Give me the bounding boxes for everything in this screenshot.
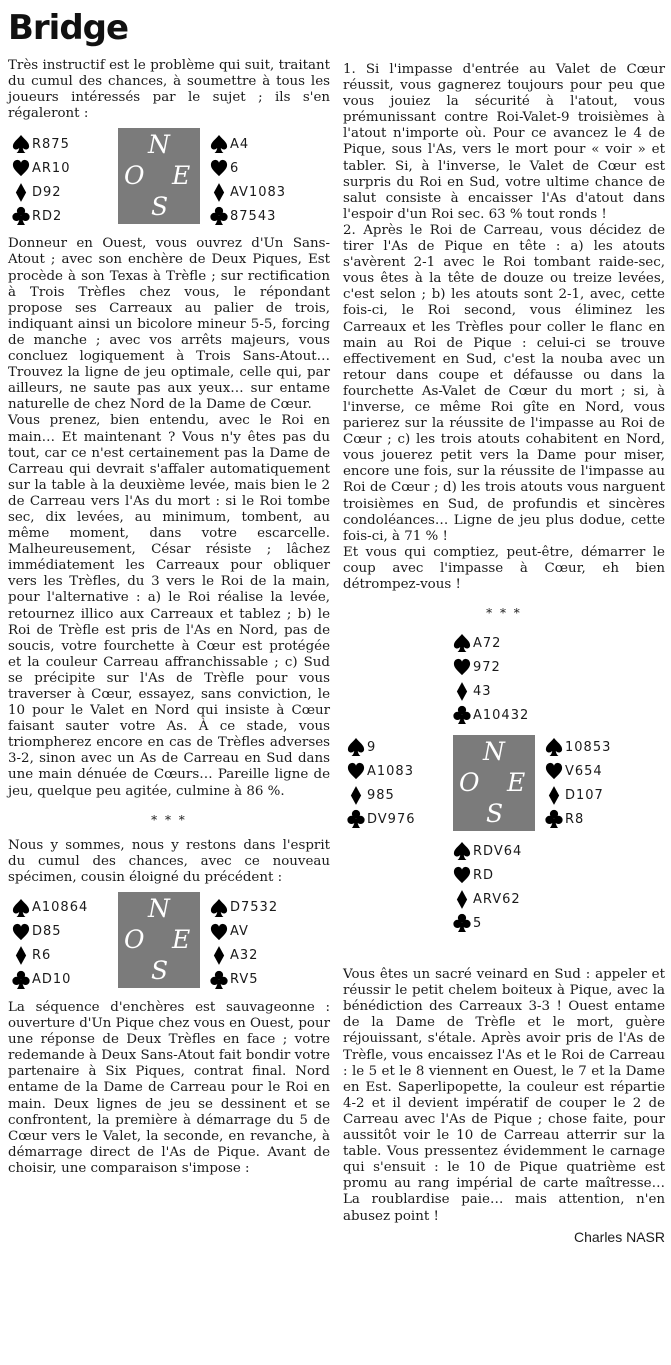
heart-icon <box>345 762 367 780</box>
right-column <box>343 62 665 1245</box>
hand-west <box>10 132 114 228</box>
spades-holding: 9 <box>367 739 377 755</box>
diamond-icon <box>10 182 32 203</box>
compass-box <box>453 735 535 831</box>
diamond-icon <box>543 785 565 806</box>
spade-icon <box>10 898 32 918</box>
deal-diagram-2 <box>8 892 330 992</box>
compass-box <box>118 128 200 224</box>
paragraph: Et vous qui comptiez, peut-être, démarrer le coup avec l'impasse à Cœur, eh bien détrompez-vous ! <box>343 544 665 592</box>
compass-east: E <box>172 924 191 954</box>
paragraph: Donneur en Ouest, vous ouvrez d'Un Sans-Atout ; avec son enchère de Deux Piques, Est procède à son Texas à Trèfle ; sur rectification à Trois Trèfles chez vous, le répondant propose ses Carreaux au palier de trois, indiquant ainsi un bicolore mineur 5-5, forcing de manche ; avec vos arrêts majeurs, vous concluez logiquement à Trois Sans-Atout… Trouvez la ligne de jeu optimale, celle qui, par ailleurs, ne saute pas aux yeux… sur entame naturelle de chez Nord de la Dame de Cœur. <box>8 236 330 413</box>
author-signature: Charles NASR <box>573 1228 665 1245</box>
spades-holding: 10853 <box>565 739 612 755</box>
paragraph: Très instructif est le problème qui suit, traitant du cumul des chances, à soumettre à tous les joueurs intéressés par le sujet ; ils s'en régaleront : <box>8 58 330 122</box>
compass-south: S <box>151 955 169 985</box>
hand-west <box>10 896 114 992</box>
hand-south <box>451 839 561 935</box>
club-icon <box>345 809 367 829</box>
spade-icon <box>208 134 230 154</box>
spade-icon <box>543 737 565 757</box>
hand-east <box>543 735 653 831</box>
diamond-icon <box>451 889 473 910</box>
diamond-icon <box>345 785 367 806</box>
heart-icon <box>208 159 230 177</box>
section-separator: * * * <box>486 606 522 621</box>
spades-holding: A72 <box>473 635 502 651</box>
spades-holding: A10864 <box>32 900 89 916</box>
paragraph: Vous êtes un sacré veinard en Sud : appeler et réussir le petit chelem boiteux à Pique, avec la bénédiction des Carreaux 3-3 ! Ouest entame de la Dame de Trèfle et le mort, guère réjouissant, s'étale. Après avoir pris de l'As de Trèfle, vous encaissez l'As et le Roi de Carreau : le 5 et le 8 viennent en Ouest, le 7 et la Dame en Est. Saperlipopette, la couleur est répartie 4-2 et il devient impératif de couper le 2 de Carreau avec l'As de Pique ; chose faite, pour aussitôt voir le 10 de Carreau atterrir sur la table. Vous pressentez évidemment le carnage qui s'ensuit : le 10 de Pique quatrième est promu au rang impérial de carte maîtresse… La roublardise paie… mais attention, n'en abusez point ! <box>343 967 665 1224</box>
compass-north: N <box>148 130 170 160</box>
diamonds-holding: ARV62 <box>473 891 521 907</box>
diamond-icon <box>208 945 230 966</box>
hearts-holding: AR10 <box>32 160 71 176</box>
diamond-icon <box>451 681 473 702</box>
spade-icon <box>451 841 473 861</box>
clubs-holding: DV976 <box>367 811 416 827</box>
spade-icon <box>451 633 473 653</box>
paragraph: La séquence d'enchères est sauvageonne : ouverture d'Un Pique chez vous en Ouest, pour une réponse de Deux Trèfles en face ; votre redemande à Deux Sans-Atout fait bondir votre partenaire à Six Piques, contrat final. Nord entame de la Dame de Carreau pour le Roi en main. Deux lignes de jeu se dessinent et se confrontent, la première à démarrage du 5 de Cœur vers le Valet, la seconde, en revanche, à démarrage direct de l'As de Pique. Avant de choisir, une comparaison s'impose : <box>8 999 330 1176</box>
hearts-holding: 6 <box>230 160 240 176</box>
heart-icon <box>451 866 473 884</box>
club-icon <box>543 809 565 829</box>
hearts-holding: A1083 <box>367 763 414 779</box>
clubs-holding: 5 <box>473 915 483 931</box>
heart-icon <box>208 923 230 941</box>
left-column <box>8 58 330 1177</box>
section-separator: * * * <box>151 812 187 827</box>
club-icon <box>10 970 32 990</box>
compass-west: O <box>124 924 145 954</box>
clubs-holding: 87543 <box>230 208 277 224</box>
paragraph: 1. Si l'impasse d'entrée au Valet de Cœur réussit, vous gagnerez toujours pour peu que vous jouiez la sécurité à l'atout, vous prémunissant contre Roi-Valet-9 troisièmes à l'atout n'importe où. Pour ce avancez le 4 de Pique, sous l'As, vers le mort pour « voir » et tabler. Si, à l'inverse, le Valet de Cœur est surpris du Roi en Sud, votre ultime chance de salut consiste à encaisser l'As d'atout dans l'espoir d'un Roi sec. 63 % tout ronds ! <box>343 62 665 222</box>
spade-icon <box>10 134 32 154</box>
diamonds-holding: R6 <box>32 948 52 964</box>
hearts-holding: RD <box>473 867 495 883</box>
hand-east <box>208 132 312 228</box>
deal-diagram-1 <box>8 128 330 228</box>
spades-holding: A4 <box>230 136 250 152</box>
heart-icon <box>10 923 32 941</box>
clubs-holding: R8 <box>565 811 585 827</box>
deal-diagram-3 <box>343 631 665 933</box>
diamonds-holding: D107 <box>565 787 604 803</box>
diamonds-holding: 985 <box>367 787 395 803</box>
compass-south: S <box>151 192 169 222</box>
hearts-holding: D85 <box>32 924 62 940</box>
hearts-holding: 972 <box>473 659 501 675</box>
club-icon <box>451 705 473 725</box>
spades-holding: R875 <box>32 136 70 152</box>
hand-north <box>451 631 561 727</box>
diamonds-holding: A32 <box>230 948 259 964</box>
paragraph: 2. Après le Roi de Carreau, vous décidez de tirer l'As de Pique en tête : a) les atouts s'avèrent 2-1 avec le Roi tombant raide-sec, vous êtes à la tête de douze ou treize levées, c'est selon ; b) les atouts sont 2-1, avec, cette fois-ci, le Roi second, vous éliminez les Carreaux et les Trèfles pour coller le flanc en main au Roi de Pique : celui-ci se trouve effectivement en Sud, c'est la nouba avec un retour dans coupe et défausse ou dans la fourchette As-Valet de Cœur du mort ; si, à l'inverse, ce même Roi gîte en Nord, vous parierez sur la réussite de l'impasse au Roi de Cœur ; c) les trois atouts cohabitent en Nord, vous jouerez petit vers la Dame pour miser, encore une fois, sur la réussite de l'impasse au Roi de Cœur ; d) les trois atouts vous narguent troisièmes en Sud, de profundis et sincères condoléances… Ligne de jeu plus dodue, cette fois-ci, à 71 % ! <box>343 222 665 544</box>
hearts-holding: V654 <box>565 763 603 779</box>
spades-holding: D7532 <box>230 900 279 916</box>
spade-icon <box>345 737 367 757</box>
compass-east: E <box>172 161 191 191</box>
compass-west: O <box>124 161 145 191</box>
diamonds-holding: AV1083 <box>230 184 287 200</box>
diamonds-holding: D92 <box>32 184 62 200</box>
hand-west <box>345 735 455 831</box>
compass-west: O <box>459 768 480 798</box>
club-icon <box>208 970 230 990</box>
diamonds-holding: 43 <box>473 683 492 699</box>
heart-icon <box>451 658 473 676</box>
compass-south: S <box>486 799 504 829</box>
clubs-holding: AD10 <box>32 972 72 988</box>
club-icon <box>451 913 473 933</box>
club-icon <box>208 206 230 226</box>
heart-icon <box>10 159 32 177</box>
club-icon <box>10 206 32 226</box>
clubs-holding: RD2 <box>32 208 63 224</box>
page-title: Bridge <box>8 8 129 48</box>
spades-holding: RDV64 <box>473 843 523 859</box>
paragraph: Nous y sommes, nous y restons dans l'esprit du cumul des chances, avec ce nouveau spécimen, cousin éloigné du précédent : <box>8 837 330 885</box>
compass-east: E <box>507 768 526 798</box>
clubs-holding: RV5 <box>230 972 259 988</box>
diamond-icon <box>10 945 32 966</box>
diamond-icon <box>208 182 230 203</box>
compass-north: N <box>483 737 505 767</box>
compass-north: N <box>148 893 170 923</box>
spade-icon <box>208 898 230 918</box>
heart-icon <box>543 762 565 780</box>
hand-east <box>208 896 312 992</box>
compass-box <box>118 892 200 988</box>
clubs-holding: A10432 <box>473 707 530 723</box>
paragraph: Vous prenez, bien entendu, avec le Roi en main… Et maintenant ? Vous n'y êtes pas du tout, car ce n'est certainement pas la Dame de Carreau qui devrait s'affaler automatiquement sur la table à la deuxième levée, mais bien le 2 de Carreau vers l'As du mort : si le Roi tombe sec, dix levées, au minimum, tombent, au même moment, dans votre escarcelle. Malheureusement, César résiste ; lâchez immédiatement les Carreaux pour obliquer vers les Trèfles, du 3 vers le Roi de la main, pour l'alternative : a) le Roi réalise la levée, retournez illico aux Carreaux et tablez ; b) le Roi de Trèfle est pris de l'As en Nord, pas de soucis, votre fourchette à Cœur est protégée et la couleur Carreau affranchissable ; c) Sud se précipite sur l'As de Trèfle pour vous traverser à Cœur, essayez, sans conviction, le 10 pour le Valet en Nord qui insiste à Cœur faisant sauter votre As. À ce stade, vous triompherez encore en cas de Trèfles adverses 3-2, sinon avec un As de Carreau en Sud dans une main dénuée de Cœurs… Pareille ligne de jeu, quelque peu agitée, culmine à 86 %. <box>8 413 330 799</box>
hearts-holding: AV <box>230 924 249 940</box>
